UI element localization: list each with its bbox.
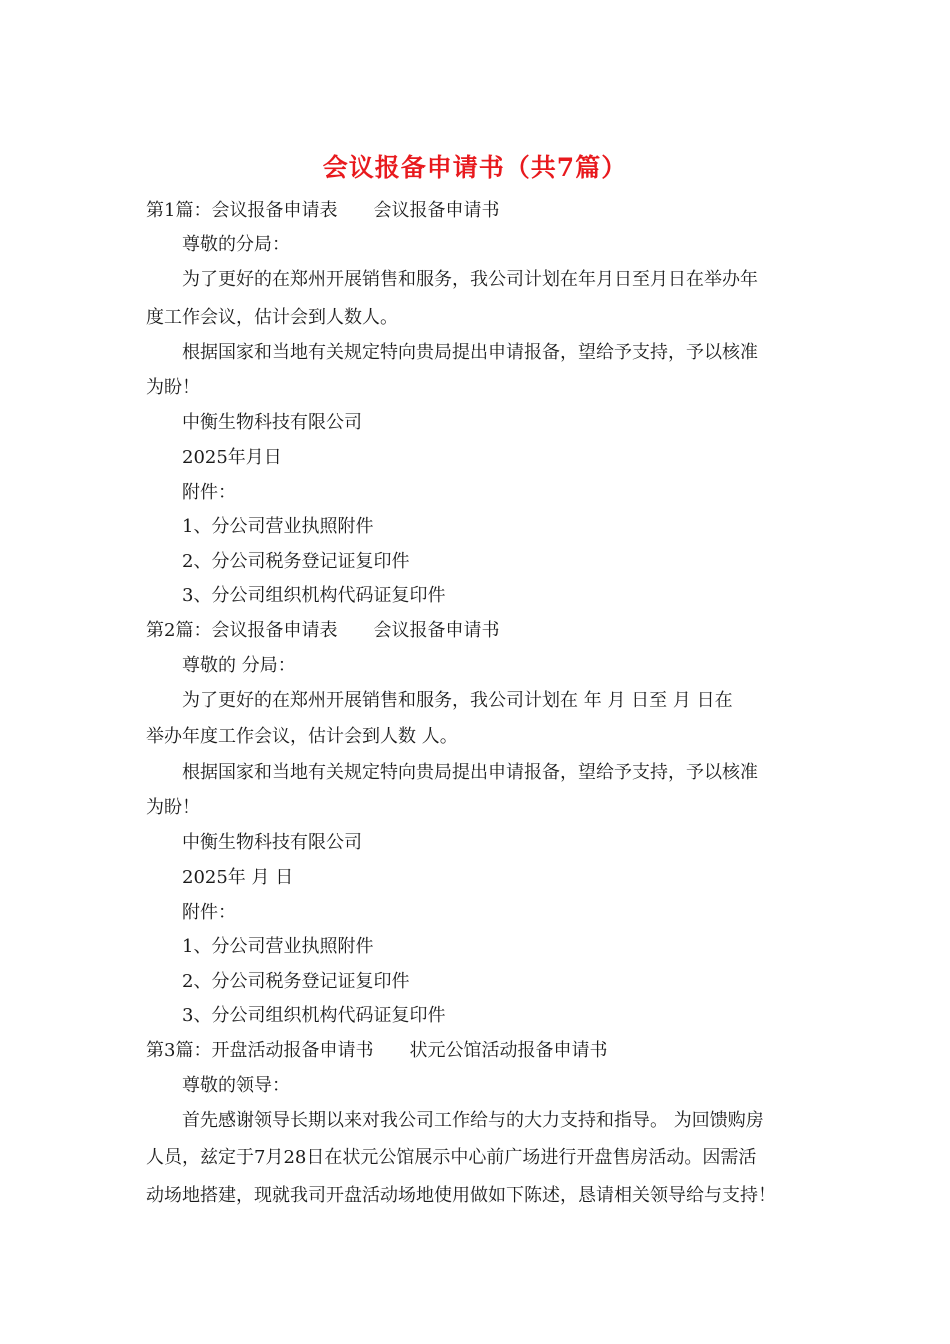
attachment-item: 2、分公司税务登记证复印件: [182, 551, 410, 572]
company-name: 中衡生物科技有限公司: [182, 412, 362, 433]
section-heading-3: 第3篇：开盘活动报备申请书 状元公馆活动报备申请书: [146, 1040, 608, 1061]
paragraph-line: 动场地搭建，现就我司开盘活动场地使用做如下陈述，恳请相关领导给与支持！: [146, 1185, 776, 1206]
company-name: 中衡生物科技有限公司: [182, 832, 362, 853]
section-heading-1: 第1篇：会议报备申请表 会议报备申请书: [146, 200, 500, 221]
paragraph-line: 为了更好的在郑州开展销售和服务，我公司计划在年月日至月日在举办年: [182, 269, 758, 290]
date-line: 2025年 月 日: [182, 867, 294, 888]
paragraph-line: 为了更好的在郑州开展销售和服务，我公司计划在 年 月 日至 月 日在: [182, 690, 733, 711]
attachment-item: 1、分公司营业执照附件: [182, 516, 374, 537]
paragraph-line: 根据国家和当地有关规定特向贵局提出申请报备，望给予支持，予以核准: [182, 762, 758, 783]
paragraph-line: 举办年度工作会议，估计会到人数 人。: [146, 726, 458, 747]
attachment-item: 3、分公司组织机构代码证复印件: [182, 1005, 446, 1026]
salutation: 尊敬的分局：: [182, 234, 290, 255]
paragraph-line: 首先感谢领导长期以来对我公司工作给与的大力支持和指导。 为回馈购房: [182, 1110, 764, 1131]
paragraph-line: 度工作会议，估计会到人数人。: [146, 307, 398, 328]
paragraph-line: 人员，兹定于7月28日在状元公馆展示中心前广场进行开盘售房活动。因需活: [146, 1147, 757, 1168]
document-title: 会议报备申请书（共7篇）: [322, 153, 628, 182]
attachments-label: 附件：: [182, 482, 236, 503]
section-heading-2: 第2篇：会议报备申请表 会议报备申请书: [146, 620, 500, 641]
attachment-item: 2、分公司税务登记证复印件: [182, 971, 410, 992]
salutation: 尊敬的 分局：: [182, 655, 296, 676]
attachment-item: 3、分公司组织机构代码证复印件: [182, 585, 446, 606]
paragraph-line: 为盼！: [146, 377, 200, 398]
date-line: 2025年月日: [182, 447, 282, 468]
salutation: 尊敬的领导：: [182, 1075, 290, 1096]
attachments-label: 附件：: [182, 902, 236, 923]
paragraph-line: 为盼！: [146, 797, 200, 818]
attachment-item: 1、分公司营业执照附件: [182, 936, 374, 957]
paragraph-line: 根据国家和当地有关规定特向贵局提出申请报备，望给予支持，予以核准: [182, 342, 758, 363]
